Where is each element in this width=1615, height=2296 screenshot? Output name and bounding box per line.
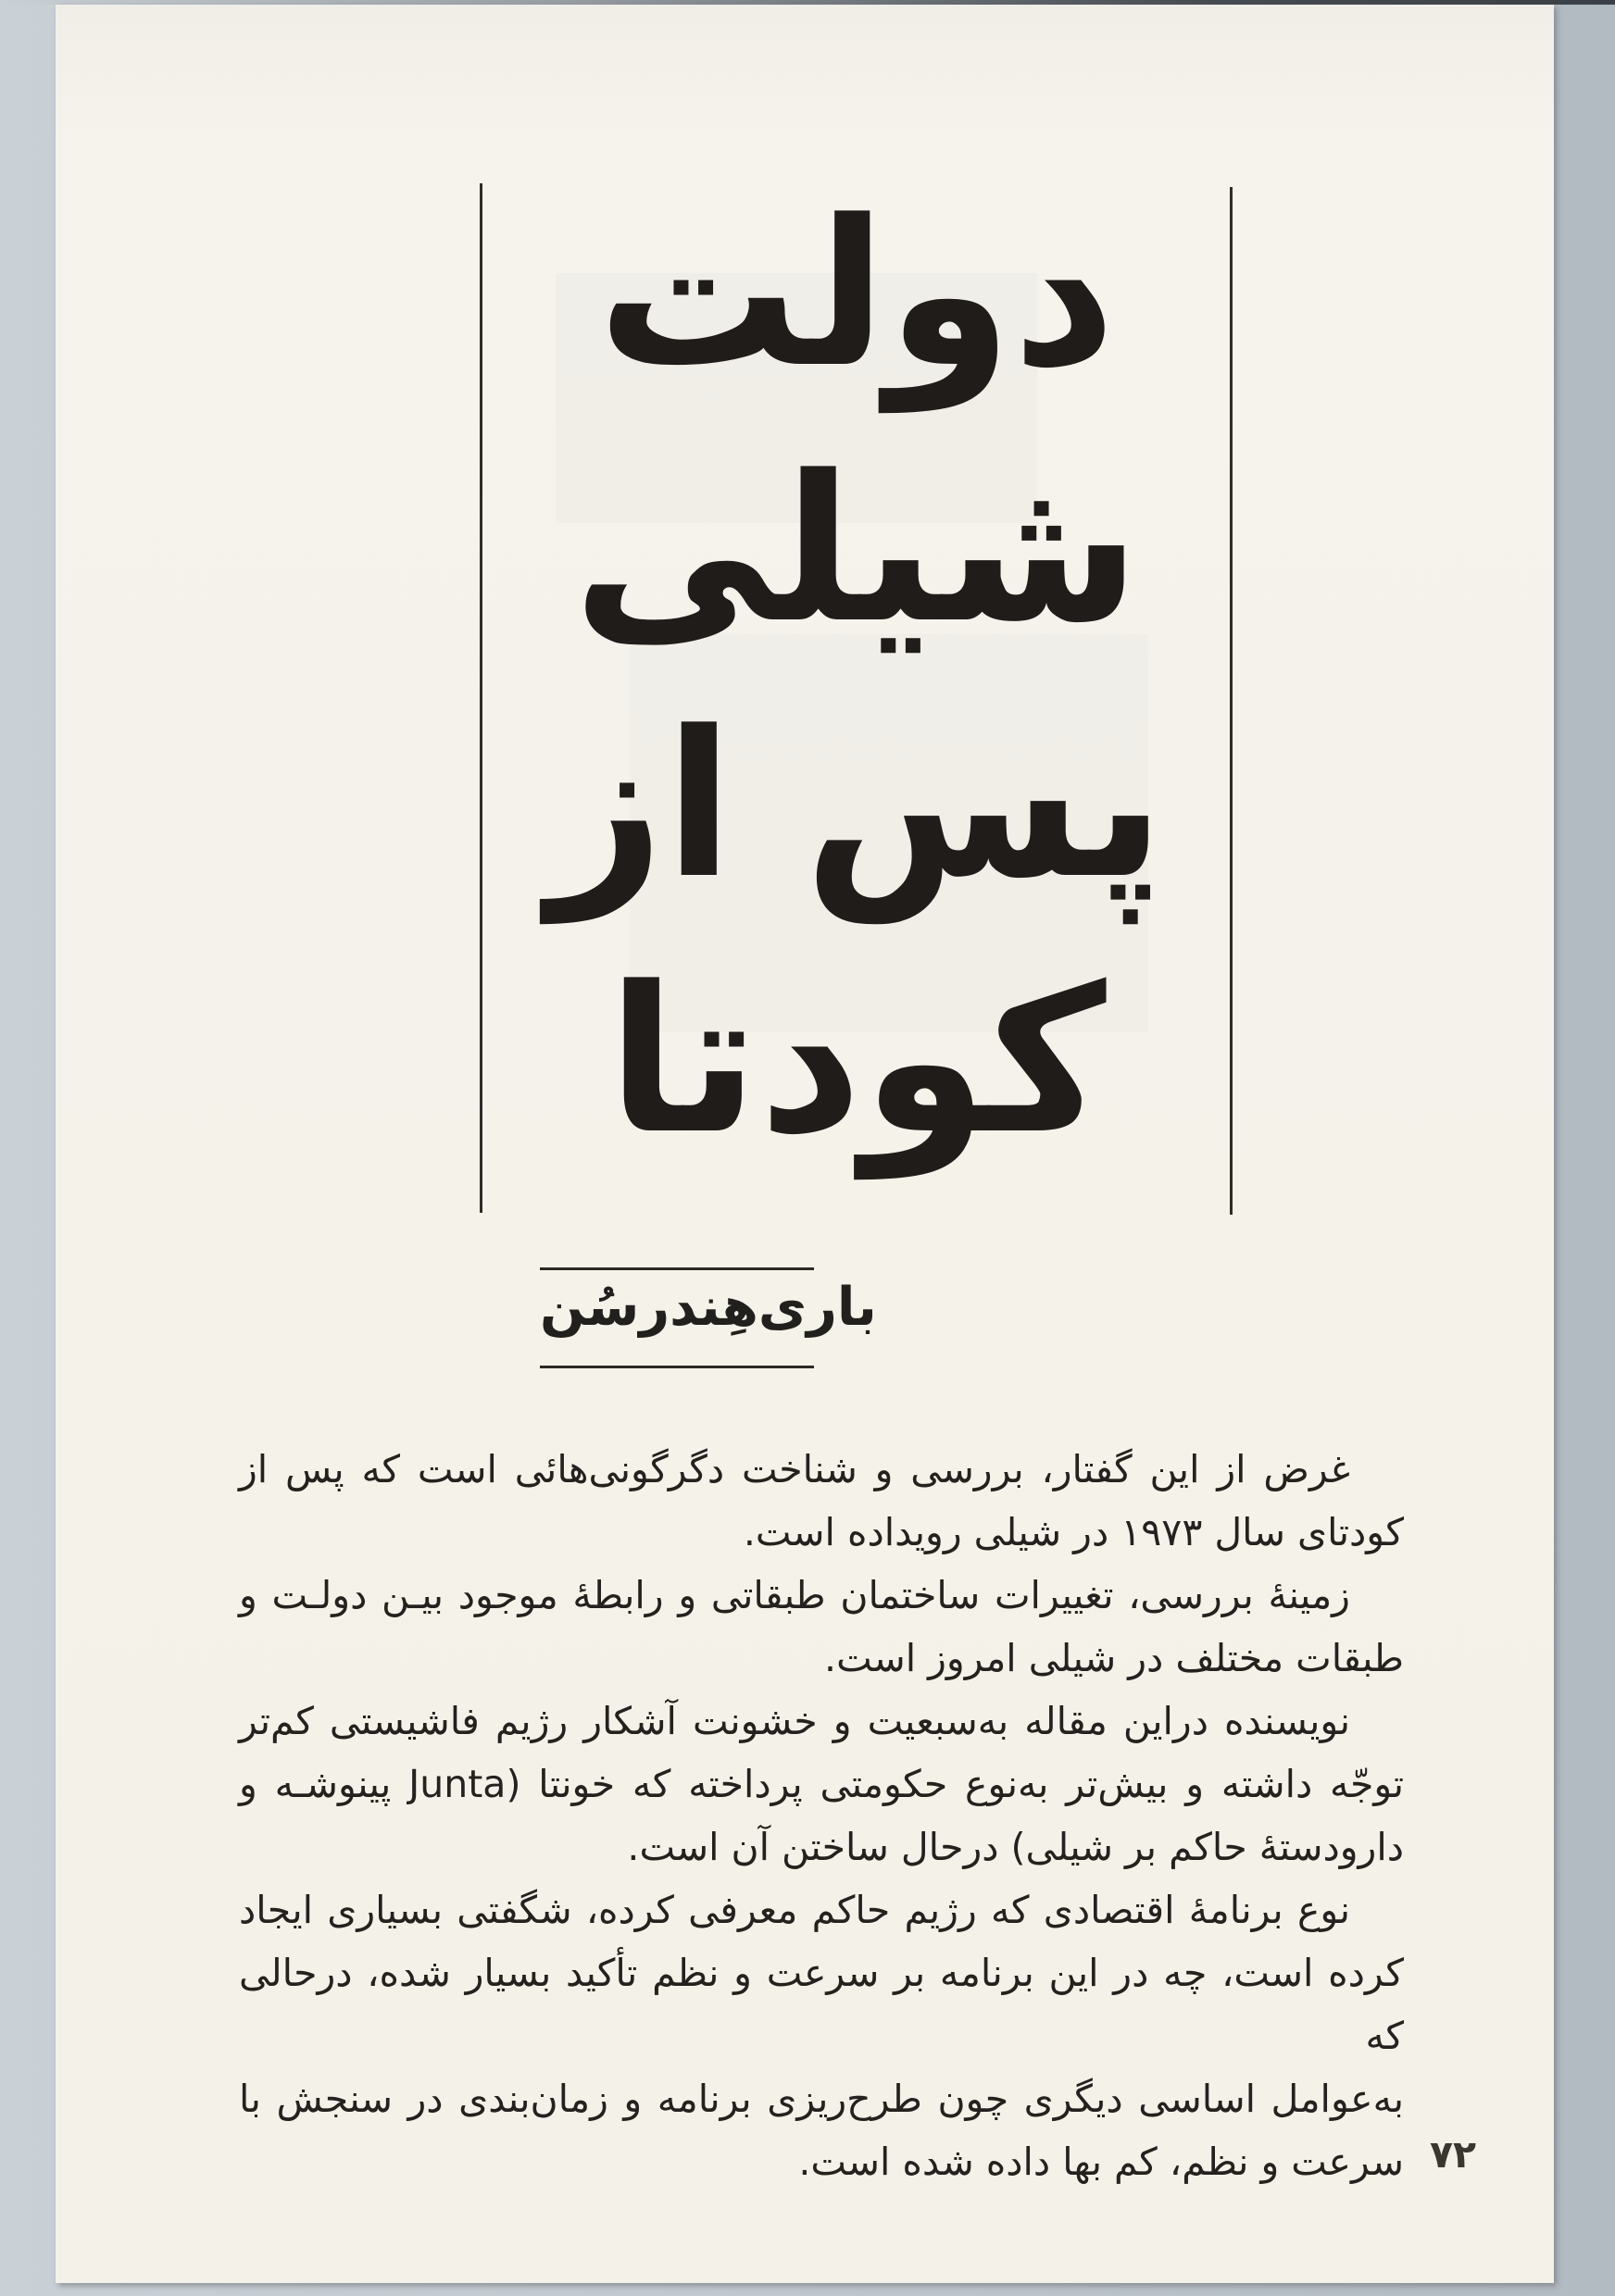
body-line: نویسنده دراین مقاله به‌سبعیت و خشونت آشکار رژیم فاشیستی کم‌تر — [239, 1699, 1350, 1743]
title-rule-right — [1230, 187, 1233, 1215]
scan-top-edge — [0, 0, 1615, 5]
title-line-3: پس از — [547, 689, 1166, 923]
body-line: توجّه داشته و بیش‌تر به‌نوع حکومتی پرداخته که خونتا (Junta پینوشـه و — [239, 1762, 1404, 1806]
author-divider-bottom — [540, 1366, 814, 1368]
title-line-2: شیلی — [572, 433, 1141, 668]
body-line: دارودستهٔ حاکم بر شیلی) درحال ساختن آن است. — [627, 1825, 1404, 1869]
body-line: به‌عوامل اساسی دیگری چون طرح‌ریزی برنامه و زمان‌بندی در سنجش با — [239, 2077, 1404, 2121]
body-line: سرعت و نظم، کم بها داده شده است. — [798, 2140, 1404, 2184]
body-line: طبقات مختلف در شیلی امروز است. — [824, 1636, 1404, 1680]
article-body — [239, 1438, 1404, 2193]
author-name: باری‌هِندرسُن — [540, 1277, 877, 1338]
title-rule-left — [480, 183, 482, 1213]
body-line: زمینهٔ بررسی، تغییرات ساختمان طبقاتی و رابطهٔ موجود بیـن دولـت و — [239, 1573, 1350, 1617]
article-title — [498, 168, 1215, 1190]
page-number: ۷۲ — [1430, 2132, 1477, 2177]
body-line: کرده است، چه در این برنامه بر سرعت و نظم تأکید بسیار شده، درحالی که — [239, 1951, 1404, 2058]
title-line-1: دولت — [596, 178, 1116, 412]
page-paper — [56, 5, 1554, 2283]
body-line: نوع برنامهٔ اقتصادی که رژیم حاکم معرفی کرده، شگفتی بسیاری ایجاد — [239, 1888, 1350, 1932]
body-line: کودتای سال ۱۹۷۳ در شیلی رویداده است. — [743, 1510, 1404, 1554]
body-line: غرض از این گفتار، بررسی و شناخت دگرگونی‌هائی است که پس از — [239, 1447, 1350, 1491]
title-line-4: کودتا — [607, 944, 1107, 1179]
author-divider-top — [540, 1267, 814, 1270]
